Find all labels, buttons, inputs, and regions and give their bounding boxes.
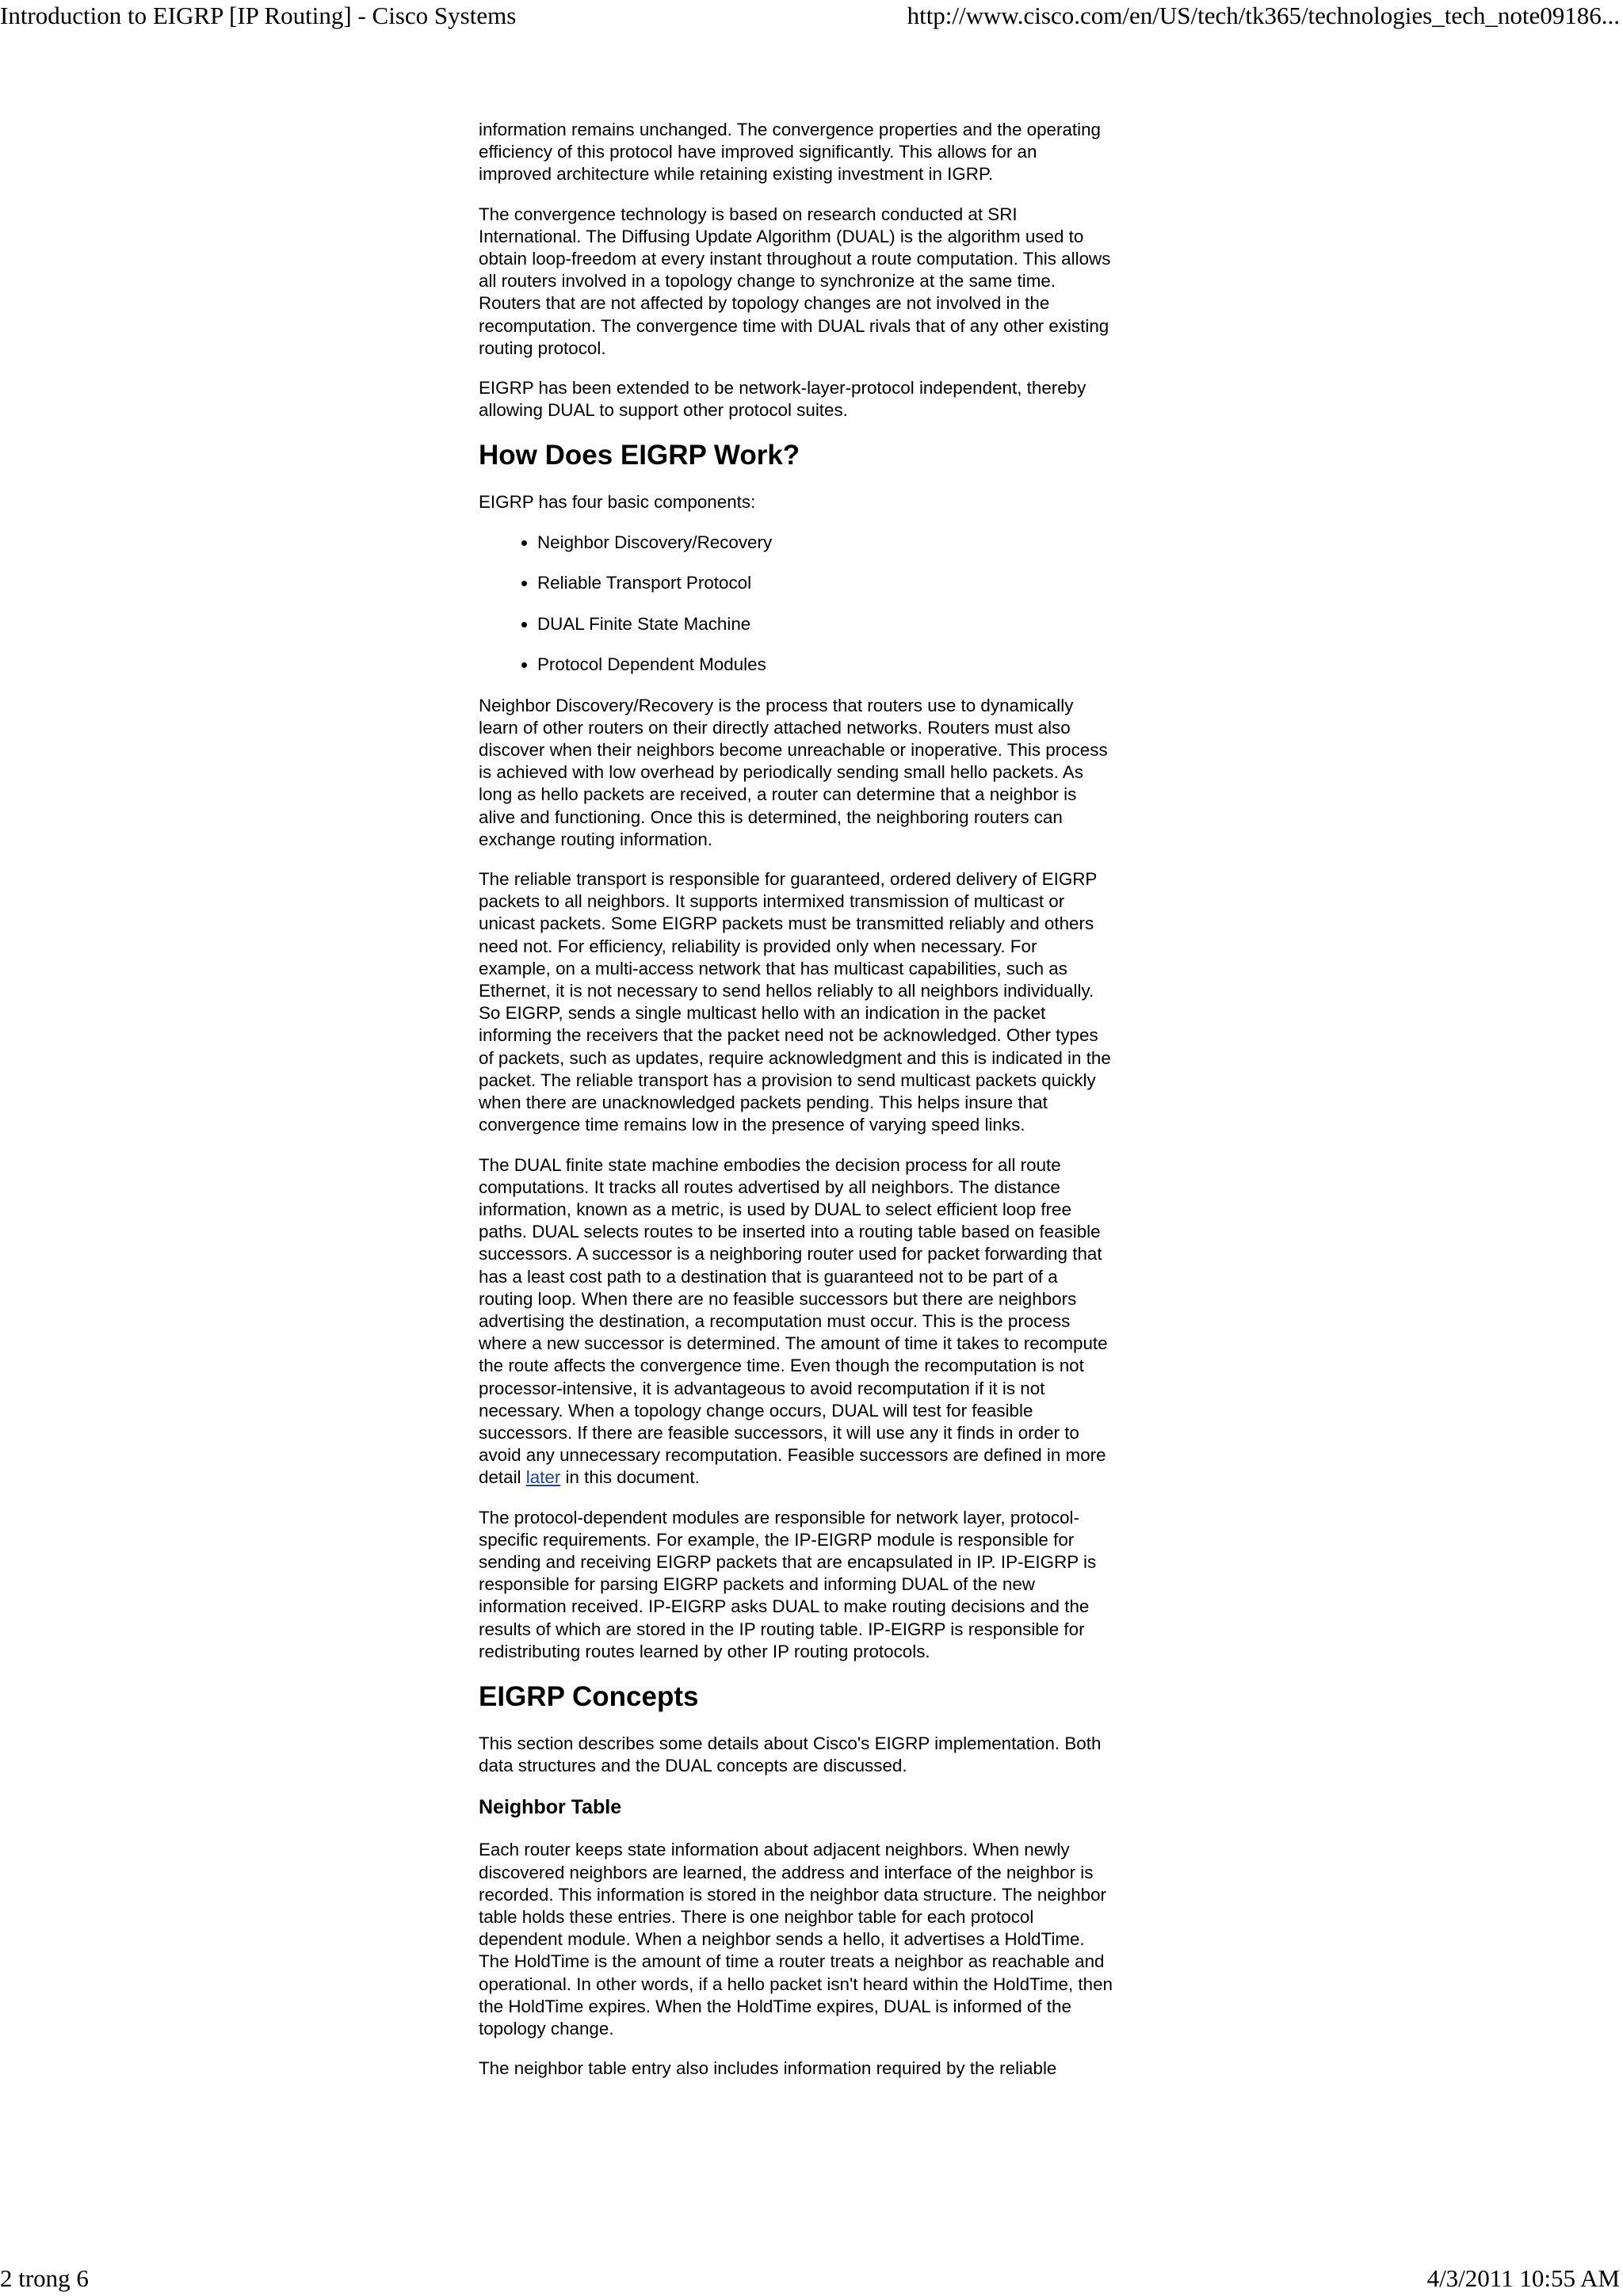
print-footer bbox=[0, 2263, 1623, 2294]
heading-eigrp-concepts: EIGRP Concepts bbox=[479, 1680, 699, 1712]
paragraph-protocol-modules: The protocol-dependent modules are responsible for network layer, protocol-specific requirements. For example, the IP-EIGRP module is responsible for sending and receiving EIGRP packets that are encapsulated in IP. IP-EIGRP is responsible for parsing EIGRP packets and informing DUAL of the new information received. IP-EIGRP asks DUAL to make routing decisions and the results of which are stored in the IP routing table. IP-EIGRP is responsible for redistributing routes learned by other IP routing protocols. bbox=[479, 1507, 1097, 1661]
page-url: http://www.cisco.com/en/US/tech/tk365/technologies_tech_note09186... bbox=[907, 2, 1620, 29]
heading-neighbor-table: Neighbor Table bbox=[479, 1796, 622, 1819]
paragraph-concepts-intro: This section describes some details about Cisco's EIGRP implementation. Both data structures and the DUAL concepts are discussed. bbox=[479, 1733, 1102, 1776]
page-number: 2 trong 6 bbox=[0, 2264, 89, 2292]
paragraph-reliable-transport: The reliable transport is responsible for guaranteed, ordered delivery of EIGRP packets to all neighbors. It supports intermixed transmission of multicast or unicast packets. Some EIGRP packets must be transmitted reliably and others need not. For efficiency, reliability is provided only when necessary. For example, on a multi-access network that has multicast capabilities, such as Ethernet, it is not necessary to send hellos reliably to all neighbors individually. So EIGRP, sends a single multicast hello with an indication in the packet informing the receivers that the packet need not be acknowledged. Other types of packets, such as updates, require acknowledgment and this is indicated in the packet. The reliable transport has a provision to send multicast packets quickly when there are unacknowledged packets pending. This helps insure that convergence time remains low in the presence of varying speed links. bbox=[479, 869, 1111, 1135]
list-item: • DUAL Finite State Machine bbox=[537, 613, 1113, 635]
paragraph-neighbor-table-2: The neighbor table entry also includes information required by the reliable bbox=[479, 2058, 1057, 2079]
article-body bbox=[479, 119, 1113, 2097]
paragraph-intro-1: information remains unchanged. The convergence properties and the operating efficiency of this protocol have improved significantly. This allows for an improved architecture while retaining existing investment in IGRP. bbox=[479, 120, 1102, 185]
print-datetime: 4/3/2011 10:55 AM bbox=[1426, 2264, 1620, 2292]
components-list bbox=[479, 532, 1113, 677]
later-link[interactable]: later bbox=[525, 1467, 561, 1488]
paragraph-intro-2: The convergence technology is based on research conducted at SRI International. The Diffusing Update Algorithm (DUAL) is the algorithm used to obtain loop-freedom at every instant throughout a route computation. This allows all routers involved in a topology change to synchronize at the same time. Routers that are not affected by topology changes are not involved in the recomputation. The convergence time with DUAL rivals that of any other existing routing protocol. bbox=[479, 204, 1111, 358]
paragraph-dual bbox=[479, 1154, 1113, 1489]
heading-how-does-eigrp-work: How Does EIGRP Work? bbox=[479, 440, 800, 471]
dual-text-after: in this document. bbox=[560, 1467, 700, 1488]
paragraph-components-intro: EIGRP has four basic components: bbox=[479, 492, 756, 513]
print-header bbox=[0, 0, 1623, 32]
paragraph-neighbor-discovery: Neighbor Discovery/Recovery is the process that routers use to dynamically learn of other routers on their directly attached networks. Routers must also discover when their neighbors become unreachable or inoperative. This process is achieved with low overhead by periodically sending small hello packets. As long as hello packets are received, a router can determine that a neighbor is alive and functioning. Once this is determined, the neighboring routers can exchange routing information. bbox=[479, 695, 1108, 849]
list-item: • Protocol Dependent Modules bbox=[537, 654, 1113, 676]
paragraph-intro-3: EIGRP has been extended to be network-layer-protocol independent, thereby allowing DUAL to support other protocol suites. bbox=[479, 378, 1086, 421]
list-item: • Reliable Transport Protocol bbox=[537, 572, 1113, 594]
list-item: • Neighbor Discovery/Recovery bbox=[537, 532, 1113, 554]
dual-text-before: The DUAL finite state machine embodies the decision process for all route computations. It tracks all routes advertised by all neighbors. The distance information, known as a metric, is used by DUAL to select efficient loop free paths. DUAL selects routes to be inserted into a routing table based on feasible successors. A successor is a neighboring router used for packet forwarding that has a least cost path to a destination that is guaranteed not to be part of a routing loop. When there are no feasible successors but there are neighbors advertising the destination, a recomputation must occur. This is the process where a new successor is determined. The amount of time it takes to recompute the route affects the convergence time. Even though the recomputation is not processor-intensive, it is advantageous to avoid recomputation if it is not necessary. When a topology change occurs, DUAL will test for feasible successors. If there are feasible successors, it will use any it finds in order to avoid any unnecessary recomputation. Feasible successors are defined in more detail bbox=[479, 1154, 1108, 1488]
document-title: Introduction to EIGRP [IP Routing] - Cisco Systems bbox=[0, 2, 517, 29]
paragraph-neighbor-table: Each router keeps state information about adjacent neighbors. When newly discovered neighbors are learned, the address and interface of the neighbor is recorded. This information is stored in the neighbor data structure. The neighbor table holds these entries. There is one neighbor table for each protocol dependent module. When a neighbor sends a hello, it advertises a HoldTime. The HoldTime is the amount of time a router treats a neighbor as reachable and operational. In other words, if a hello packet isn't heard within the HoldTime, then the HoldTime expires. When the HoldTime expires, DUAL is informed of the topology change. bbox=[479, 1840, 1113, 2039]
